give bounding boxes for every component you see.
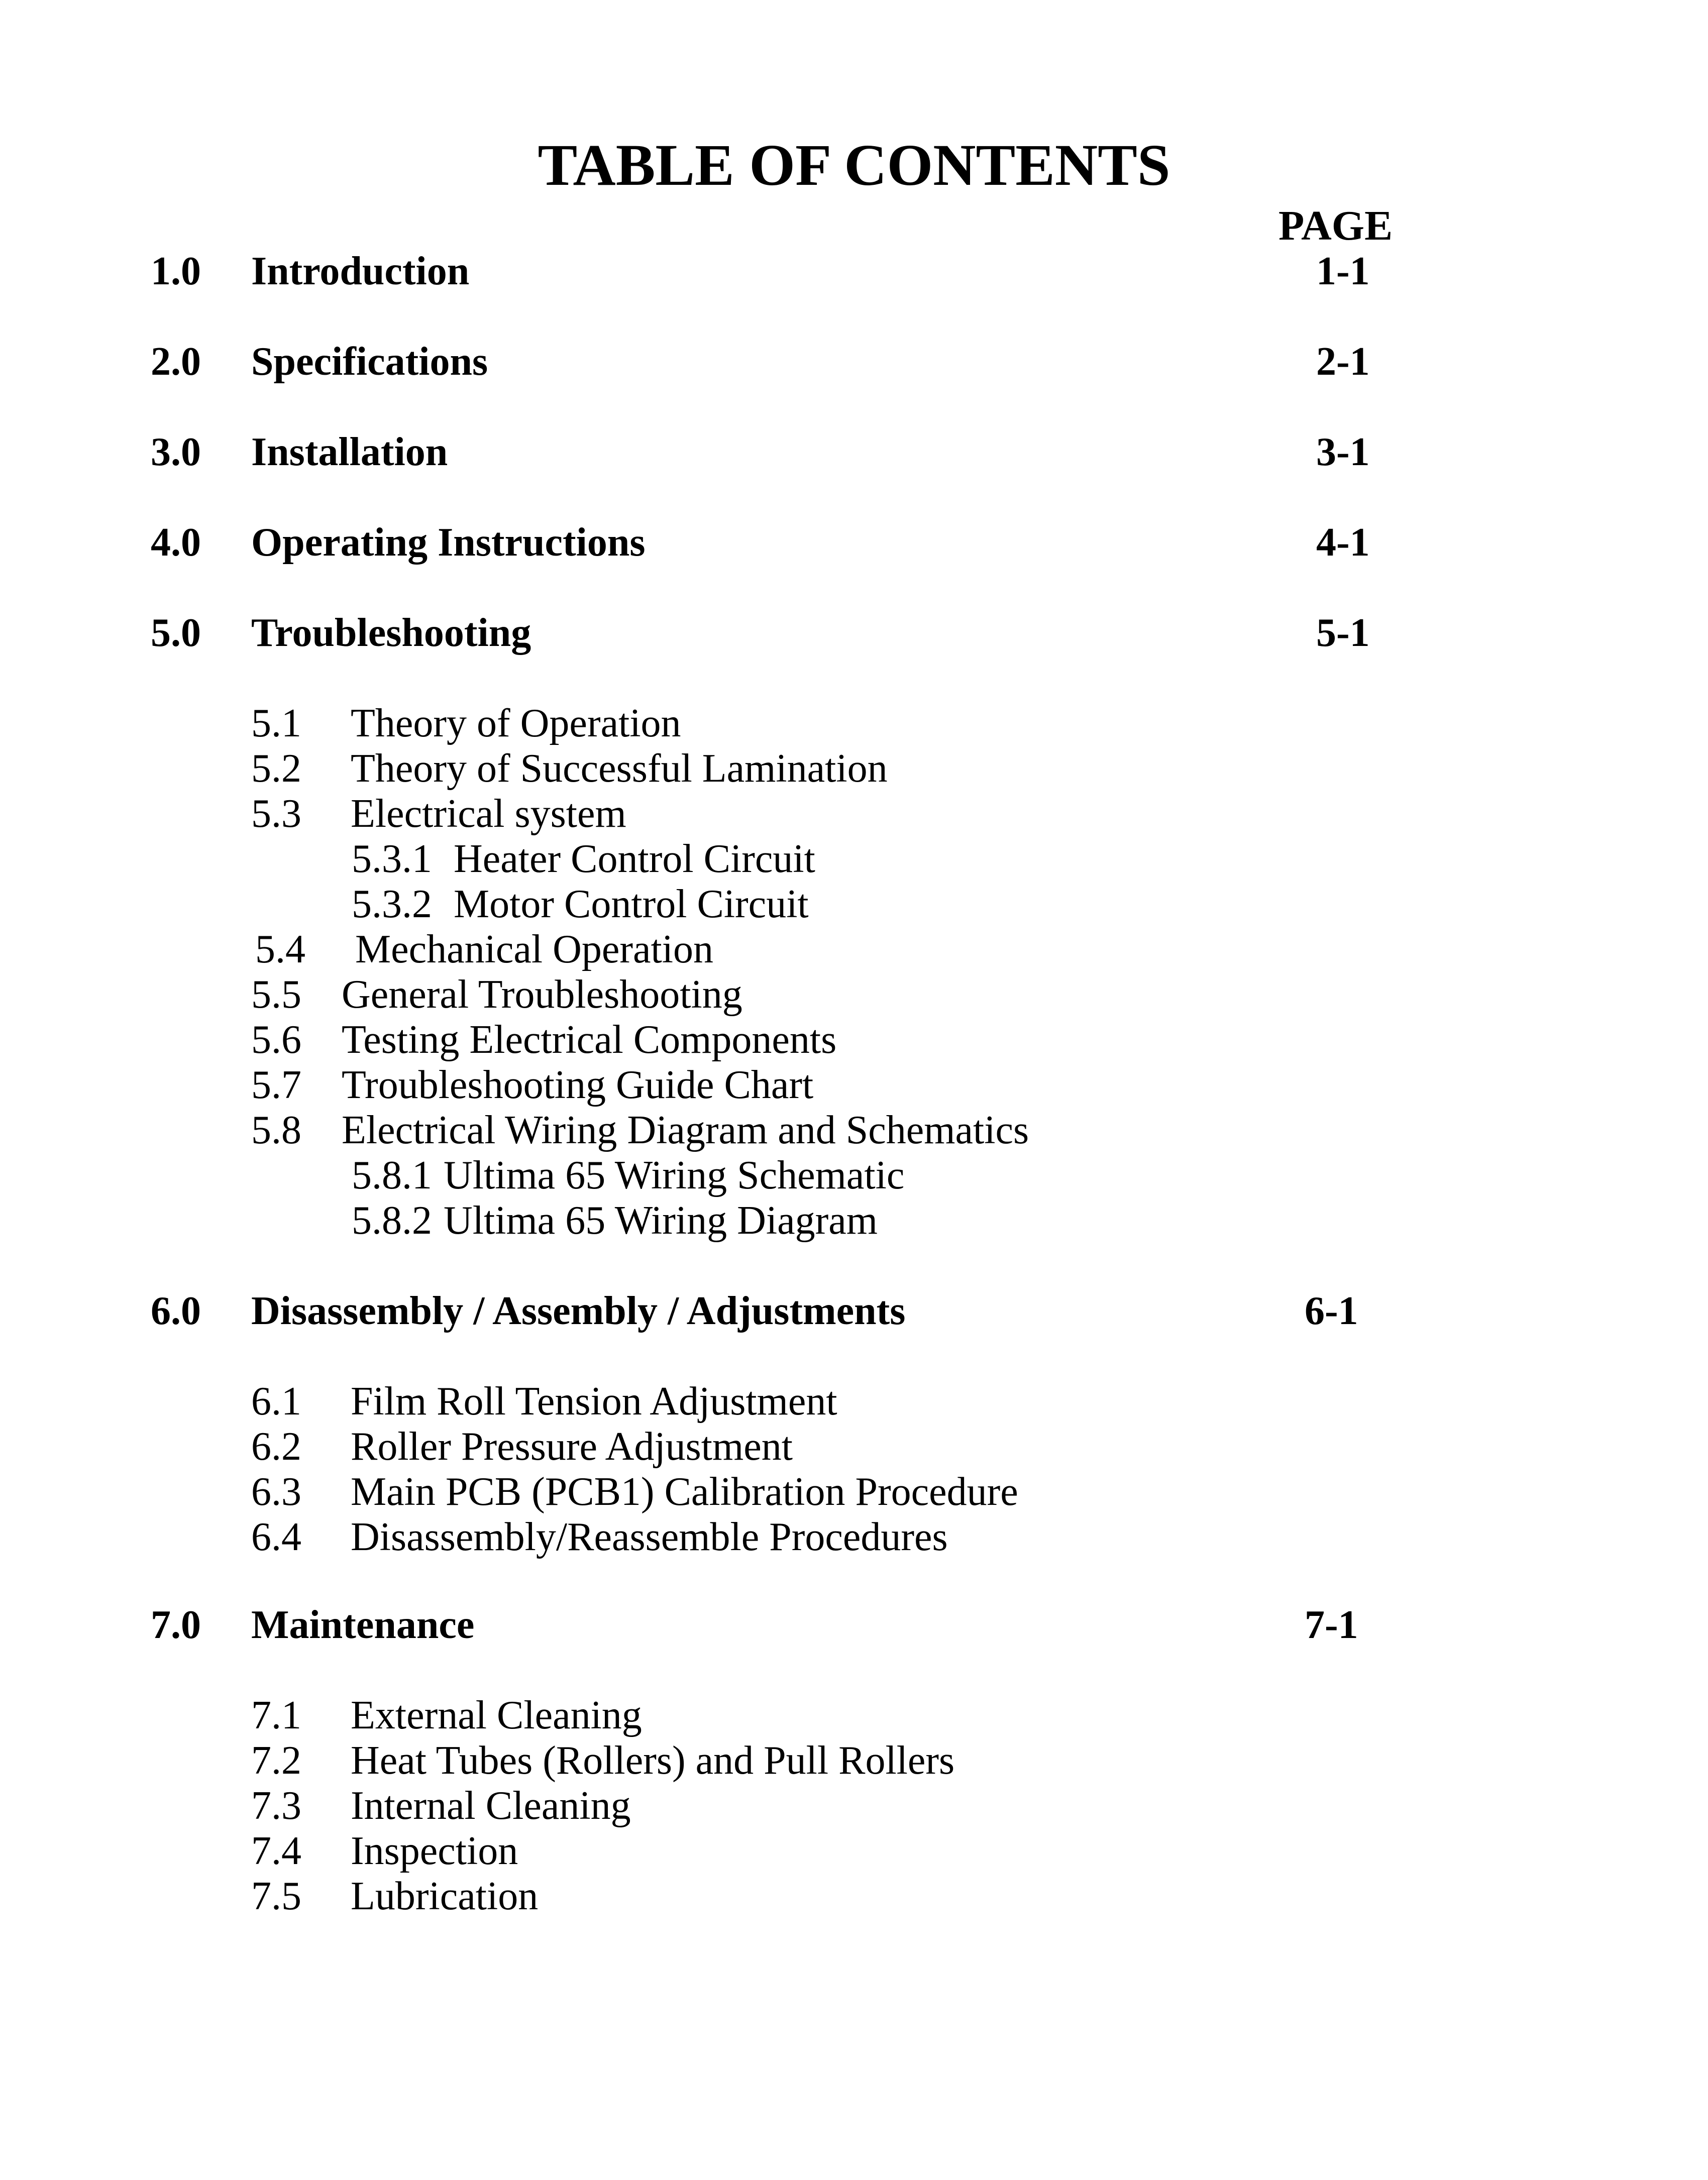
section-page: 3-1 xyxy=(1316,430,1370,474)
subsection-number: 7.4 xyxy=(251,1829,301,1873)
section-title[interactable]: Introduction xyxy=(251,249,470,293)
section-title[interactable]: Specifications xyxy=(251,340,488,384)
section-page: 7-1 xyxy=(1305,1603,1358,1647)
subsection-number: 7.2 xyxy=(251,1738,301,1783)
subsection-title[interactable]: Main PCB (PCB1) Calibration Procedure xyxy=(351,1470,1018,1514)
section-number: 4.0 xyxy=(151,520,201,565)
subsection-number: 5.3 xyxy=(251,792,301,836)
section-title[interactable]: Operating Instructions xyxy=(251,520,646,565)
subsection-title[interactable]: Heat Tubes (Rollers) and Pull Rollers xyxy=(351,1738,955,1783)
subsection-number: 5.5 xyxy=(251,972,301,1017)
subsubsection-title[interactable]: Heater Control Circuit xyxy=(454,837,815,881)
section-page: 1-1 xyxy=(1316,249,1370,293)
subsection-title[interactable]: General Troubleshooting xyxy=(342,972,742,1017)
section-number: 3.0 xyxy=(151,430,201,474)
subsection-title[interactable]: Electrical system xyxy=(351,792,626,836)
section-title[interactable]: Maintenance xyxy=(251,1603,475,1647)
section-title[interactable]: Installation xyxy=(251,430,448,474)
subsection-number: 6.4 xyxy=(251,1515,301,1559)
section-page: 6-1 xyxy=(1305,1289,1358,1333)
subsection-title[interactable]: Testing Electrical Components xyxy=(342,1018,837,1062)
subsection-title[interactable]: Electrical Wiring Diagram and Schematics xyxy=(342,1108,1029,1152)
subsection-title[interactable]: Disassembly/Reassemble Procedures xyxy=(351,1515,948,1559)
section-page: 2-1 xyxy=(1316,340,1370,384)
subsection-title[interactable]: Theory of Successful Lamination xyxy=(351,746,888,791)
subsubsection-number: 5.8.2 xyxy=(352,1198,432,1243)
section-number: 6.0 xyxy=(151,1289,201,1333)
subsection-number: 7.5 xyxy=(251,1874,301,1918)
section-title[interactable]: Disassembly / Assembly / Adjustments xyxy=(251,1289,906,1333)
page-column-header: PAGE xyxy=(1278,202,1393,249)
section-number: 7.0 xyxy=(151,1603,201,1647)
subsection-title[interactable]: Troubleshooting Guide Chart xyxy=(342,1063,814,1107)
section-number: 1.0 xyxy=(151,249,201,293)
section-page: 4-1 xyxy=(1316,520,1370,565)
subsubsection-title[interactable]: Motor Control Circuit xyxy=(454,882,809,926)
section-number: 5.0 xyxy=(151,611,201,655)
subsection-number: 6.3 xyxy=(251,1470,301,1514)
subsection-number: 5.1 xyxy=(251,701,301,745)
subsection-number: 7.3 xyxy=(251,1784,301,1828)
subsection-number: 5.4 xyxy=(255,927,305,971)
subsection-title[interactable]: Internal Cleaning xyxy=(351,1784,631,1828)
subsection-title[interactable]: Film Roll Tension Adjustment xyxy=(351,1379,837,1424)
section-page: 5-1 xyxy=(1316,611,1370,655)
subsection-title[interactable]: Roller Pressure Adjustment xyxy=(351,1425,793,1469)
subsection-title[interactable]: External Cleaning xyxy=(351,1693,642,1737)
subsubsection-number: 5.3.2 xyxy=(352,882,432,926)
page-title: TABLE OF CONTENTS xyxy=(538,132,1170,198)
subsection-title[interactable]: Lubrication xyxy=(351,1874,539,1918)
subsection-number: 7.1 xyxy=(251,1693,301,1737)
subsubsection-title[interactable]: Ultima 65 Wiring Diagram xyxy=(444,1198,878,1243)
subsection-title[interactable]: Theory of Operation xyxy=(351,701,681,745)
subsection-number: 5.7 xyxy=(251,1063,301,1107)
subsection-number: 5.8 xyxy=(251,1108,301,1152)
section-number: 2.0 xyxy=(151,340,201,384)
subsection-number: 6.2 xyxy=(251,1425,301,1469)
subsubsection-number: 5.3.1 xyxy=(352,837,432,881)
subsubsection-number: 5.8.1 xyxy=(352,1153,432,1197)
subsection-title[interactable]: Inspection xyxy=(351,1829,518,1873)
subsection-number: 6.1 xyxy=(251,1379,301,1424)
subsection-number: 5.2 xyxy=(251,746,301,791)
section-title[interactable]: Troubleshooting xyxy=(251,611,531,655)
subsection-number: 5.6 xyxy=(251,1018,301,1062)
subsubsection-title[interactable]: Ultima 65 Wiring Schematic xyxy=(444,1153,905,1197)
subsection-title[interactable]: Mechanical Operation xyxy=(355,927,714,971)
